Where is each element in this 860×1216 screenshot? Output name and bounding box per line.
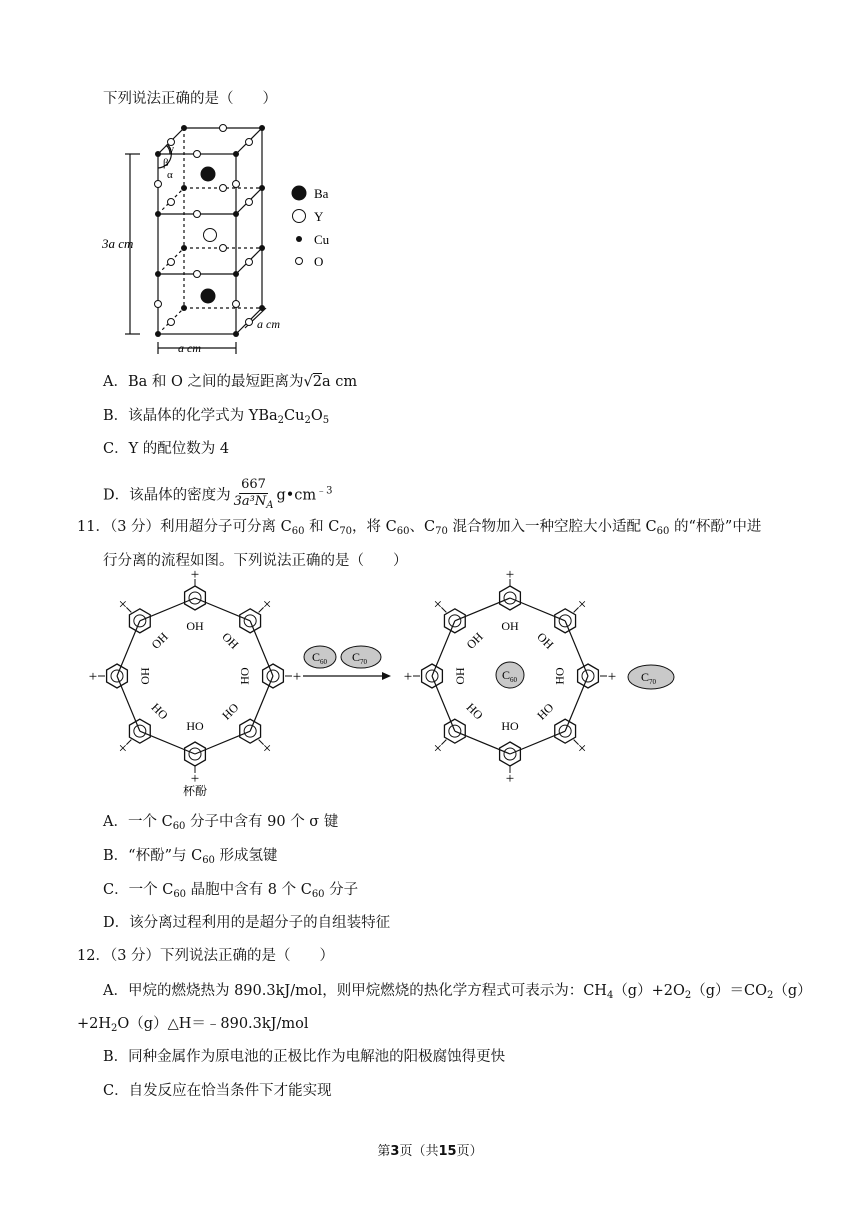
hydroxyl-label: OH bbox=[219, 629, 242, 652]
methylene-bridge bbox=[140, 598, 195, 621]
methylene-bridge bbox=[510, 598, 565, 621]
q10-option-a: A．Ba 和 O 之间的最短距离为√2a cm bbox=[103, 374, 358, 390]
q12-option-c: C．自发反应在恰当条件下才能实现 bbox=[103, 1083, 332, 1099]
q12-stem: 12．（3 分）下列说法正确的是（ ） bbox=[77, 948, 335, 964]
q11-option-b: B．“杯酚”与 $C_{60}$ 形成氢键 bbox=[103, 848, 278, 866]
calixarene-molecule-left bbox=[89, 567, 301, 787]
methylene-bridge bbox=[195, 598, 250, 621]
methylene-bridge bbox=[117, 676, 140, 731]
methylene-bridge bbox=[510, 731, 565, 754]
tert-butyl-bond bbox=[126, 607, 131, 612]
hydroxyl-label: HO bbox=[534, 700, 557, 723]
tert-butyl-mark: × bbox=[577, 741, 587, 758]
legend-o: O bbox=[314, 254, 324, 269]
q11-option-d: D．该分离过程利用的是超分子的自组装特征 bbox=[103, 915, 391, 931]
methylene-bridge bbox=[432, 676, 455, 731]
tert-butyl-mark: × bbox=[118, 596, 128, 613]
q10-option-c: C．Y 的配位数为 4 bbox=[103, 441, 230, 457]
legend-y: Y bbox=[314, 209, 324, 224]
methylene-bridge bbox=[455, 731, 510, 754]
tert-butyl-bond bbox=[441, 740, 446, 745]
hydroxyl-label: HO bbox=[219, 700, 242, 723]
legend-ba: Ba bbox=[314, 186, 329, 201]
tert-butyl-bond bbox=[441, 607, 446, 612]
tert-butyl-mark: + bbox=[88, 669, 98, 685]
q12-option-b: B．同种金属作为原电池的正极比作为电解池的阳极腐蚀得更快 bbox=[103, 1049, 506, 1065]
svg-text:C70: $C_{70}$ bbox=[352, 650, 368, 666]
svg-text:β: β bbox=[163, 157, 169, 169]
svg-text:C70: $C_{70}$ bbox=[641, 670, 657, 686]
tert-butyl-mark: + bbox=[505, 567, 515, 583]
q10-option-d: D．该晶体的密度为 $\frac{667}{3a^3N_A}$ $g•cm^{﹣3}$ bbox=[103, 477, 333, 511]
tert-butyl-mark: + bbox=[403, 669, 413, 685]
tert-butyl-mark: + bbox=[505, 771, 515, 787]
svg-text:C60: $C_{60}$ bbox=[502, 668, 518, 684]
methylene-bridge bbox=[117, 621, 140, 676]
hydroxyl-label: OH bbox=[534, 629, 557, 652]
height-label: 3a cm bbox=[102, 236, 134, 251]
tert-butyl-mark: × bbox=[433, 741, 443, 758]
tert-butyl-mark: × bbox=[577, 596, 587, 613]
hydroxyl-label: HO bbox=[186, 719, 204, 733]
hydroxyl-label: HO bbox=[463, 700, 486, 723]
tert-butyl-mark: × bbox=[262, 741, 272, 758]
methylene-bridge bbox=[565, 621, 588, 676]
hydroxyl-label: OH bbox=[463, 629, 486, 652]
svg-text:γ: γ bbox=[169, 143, 174, 155]
svg-text:C60: $C_{60}$ bbox=[312, 650, 328, 666]
tert-butyl-mark: + bbox=[190, 567, 200, 583]
q10-stem: 下列说法正确的是（ ） bbox=[103, 91, 277, 107]
hydroxyl-label: HO bbox=[501, 719, 519, 733]
width-label: a cm bbox=[178, 341, 201, 355]
methylene-bridge bbox=[140, 731, 195, 754]
methylene-bridge bbox=[250, 621, 273, 676]
q12-option-a-line1: A．甲烷的燃烧热为 890.3kJ/mol，则甲烷燃烧的热化学方程式可表示为：$CH_4(g)+2O_2(g)=CO_2(g)$ bbox=[103, 983, 812, 1001]
hydroxyl-label: OH bbox=[453, 667, 467, 685]
tert-butyl-mark: × bbox=[433, 596, 443, 613]
q11-stem-line1: 11．（3 分）利用超分子可分离 $C_{60}$ 和 $C_{70}$，将 $C_{60}$、$C_{70}$ 混合物加入一种空腔大小适配 $C_{60}$ 的“杯酚”中进 bbox=[77, 519, 762, 537]
legend-cu: Cu bbox=[314, 232, 330, 247]
calixarene-caption: 杯酚 bbox=[182, 784, 208, 798]
methylene-bridge bbox=[565, 676, 588, 731]
q11-option-c: C．一个 $C_{60}$ 晶胞中含有 8 个 $C_{60}$ 分子 bbox=[103, 882, 359, 900]
q11-option-a: A．一个 $C_{60}$ 分子中含有 90 个 σ 键 bbox=[103, 814, 339, 832]
calixarene-separation-figure bbox=[88, 567, 695, 805]
tert-butyl-mark: × bbox=[262, 596, 272, 613]
crystal-cell-figure bbox=[100, 118, 350, 363]
q11-stem-line2: 行分离的流程如图。下列说法正确的是（ ） bbox=[103, 553, 408, 569]
tert-butyl-mark: × bbox=[118, 741, 128, 758]
tert-butyl-mark: + bbox=[292, 669, 302, 685]
methylene-bridge bbox=[432, 621, 455, 676]
q10-option-b: B．该晶体的化学式为 $YBa_2Cu_2O_5$ bbox=[103, 408, 330, 426]
tert-butyl-bond bbox=[126, 740, 131, 745]
depth-label: a cm bbox=[257, 317, 280, 331]
tert-butyl-mark: + bbox=[190, 771, 200, 787]
hydroxyl-label: OH bbox=[148, 629, 171, 652]
methylene-bridge bbox=[195, 731, 250, 754]
hydroxyl-label: OH bbox=[553, 667, 567, 685]
tert-butyl-mark: + bbox=[607, 669, 617, 685]
methylene-bridge bbox=[250, 676, 273, 731]
hydroxyl-label: OH bbox=[501, 619, 519, 633]
methylene-bridge bbox=[455, 598, 510, 621]
page-footer: 第3页（共15页） bbox=[377, 1144, 483, 1159]
hydroxyl-label: OH bbox=[186, 619, 204, 633]
hydroxyl-label: HO bbox=[148, 700, 171, 723]
svg-text:α: α bbox=[167, 169, 173, 181]
q12-option-a-line2: $+2H_2O(g)\triangle H=﹣890.3kJ$/mol bbox=[77, 1016, 309, 1034]
hydroxyl-label: OH bbox=[138, 667, 152, 685]
hydroxyl-label: OH bbox=[238, 667, 252, 685]
